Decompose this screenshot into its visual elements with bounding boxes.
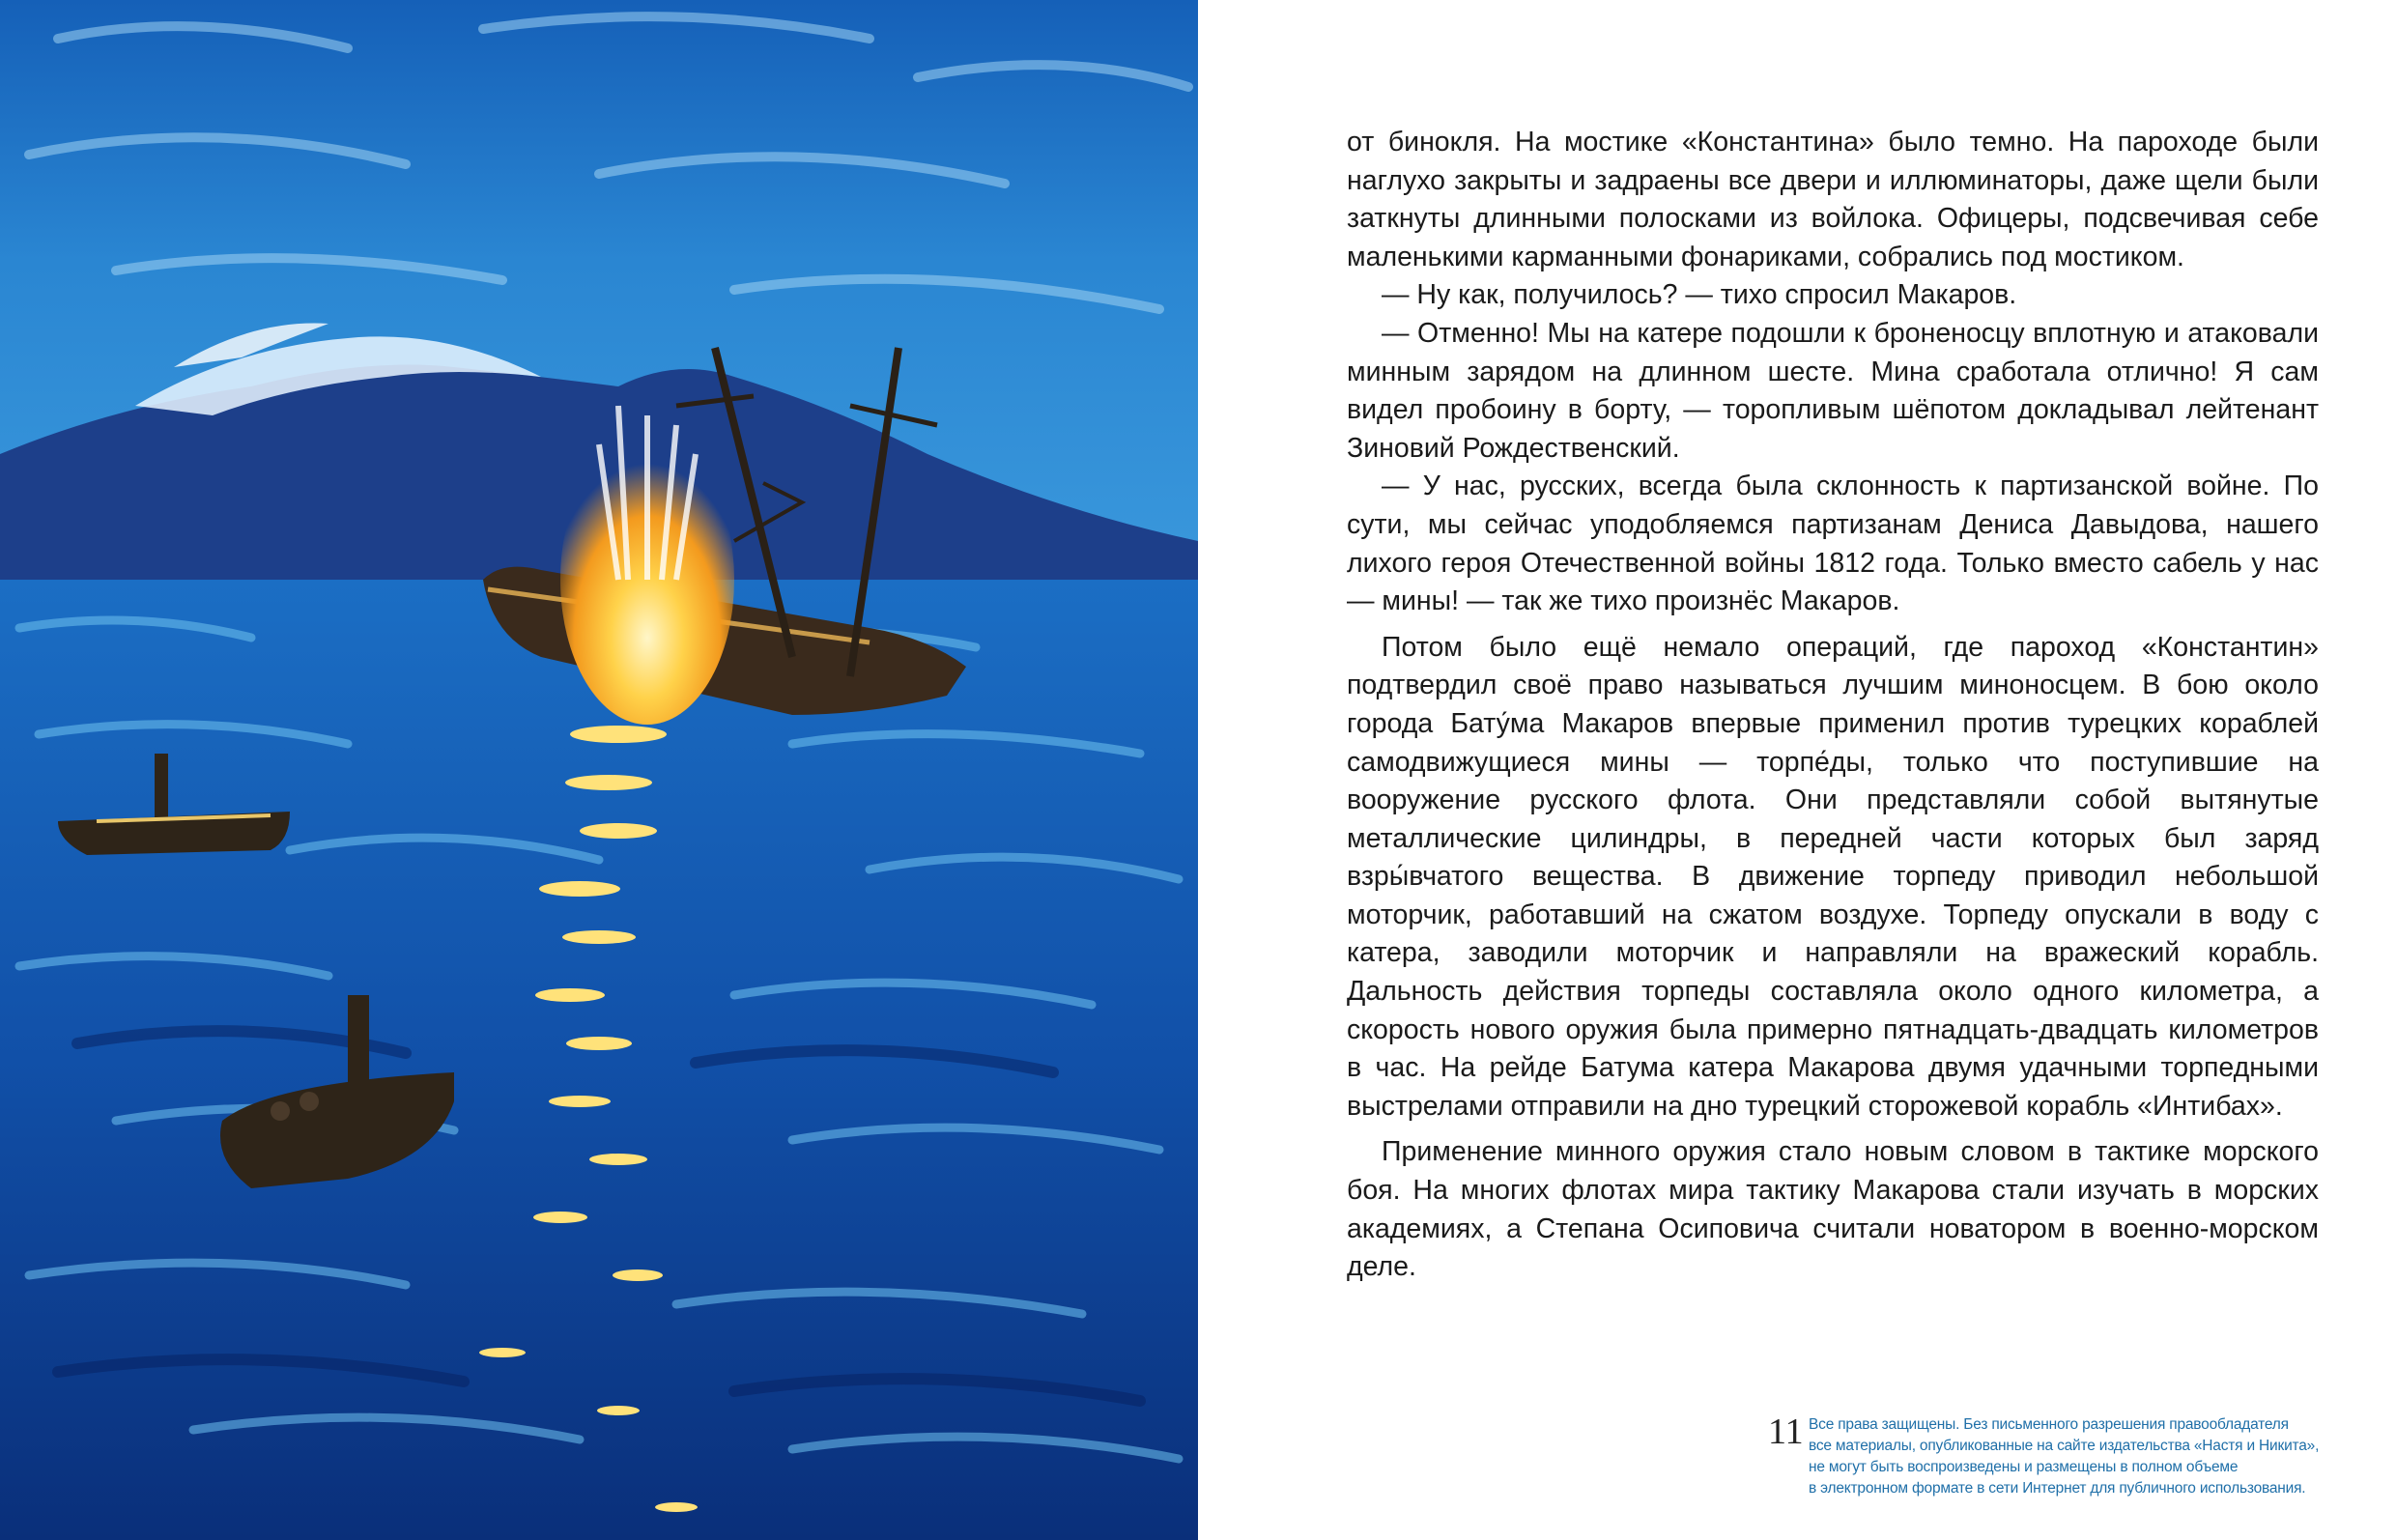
paragraph: Применение минного оружия стало новым словом в тактике морского боя. На многих флотах мира тактику Макарова стали изучать в морских академиях, а Степана Осиповича считали новатором в военно-морском деле. — [1347, 1136, 2319, 1283]
paragraph: Потом было ещё немало операций, где пароход «Константин» подтвердил своё право называться лучшим миноносцем. В бою около города Бату́ма Макаров впервые применил против турецких кораблей самодвижущиеся мины — торпе́ды, только что поступившие на вооружение русского флота. Они представляли собой вытянутые металлические цилиндры, в передней части которых был заряд взры́вчатого вещества. В движение торпеду приводил небольшой моторчик, работавший на сжатом воздухе. Торпеду опускали в воду с катера, заводили моторчик и направляли на вражеский корабль. Дальность действия торпеды составляла около одного километра, а скорость нового оружия была примерно пятнадцать-двадцать километров в час. На рейде Батума катера Макарова двумя удачными торпедными выстрелами отправили на дно турецкий сторожевой корабль «Интибах». — [1347, 631, 2319, 1122]
page-number: 11 — [1768, 1412, 1804, 1452]
paragraph: — У нас, русских, всегда была склонность к партизанской войне. По сути, мы сейчас уподобляемся партизанам Дениса Давыдова, нашего лихого героя Отечественной войны 1812 года. Только вместо сабель у нас — мины! — так же тихо произнёс Макаров. — [1347, 471, 2319, 617]
paragraph: от бинокля. На мостике «Константина» было темно. На пароходе были наглухо закрыты и задраены все двери и иллюминаторы, даже щели были заткнуты длинными полосками из войлока. Офицеры, подсвечивая себе маленькими карманными фонариками, собрались под мостиком. — [1347, 127, 2319, 272]
text-page — [1198, 0, 2396, 1540]
paragraph: — Отменно! Мы на катере подошли к броненосцу вплотную и атаковали минным зарядом на длинном шесте. Мина сработала отлично! Я сам видел пробоину в борту, — торопливым шёпотом докладывал лейтенант Зиновий Рождественский. — [1347, 317, 2319, 464]
copyright-notice: Все права защищены. Без письменного разрешения правообладателя все материалы, опубликованные на сайте издательства «Настя и Никита», не могут быть воспроизведены и размещены в полном объеме в электронном формате в сети Интернет для публичного использования. — [1809, 1416, 2320, 1497]
paragraph: — Ну как, получилось? — тихо спросил Макаров. — [1382, 279, 2017, 311]
body-text — [1347, 124, 2319, 1287]
